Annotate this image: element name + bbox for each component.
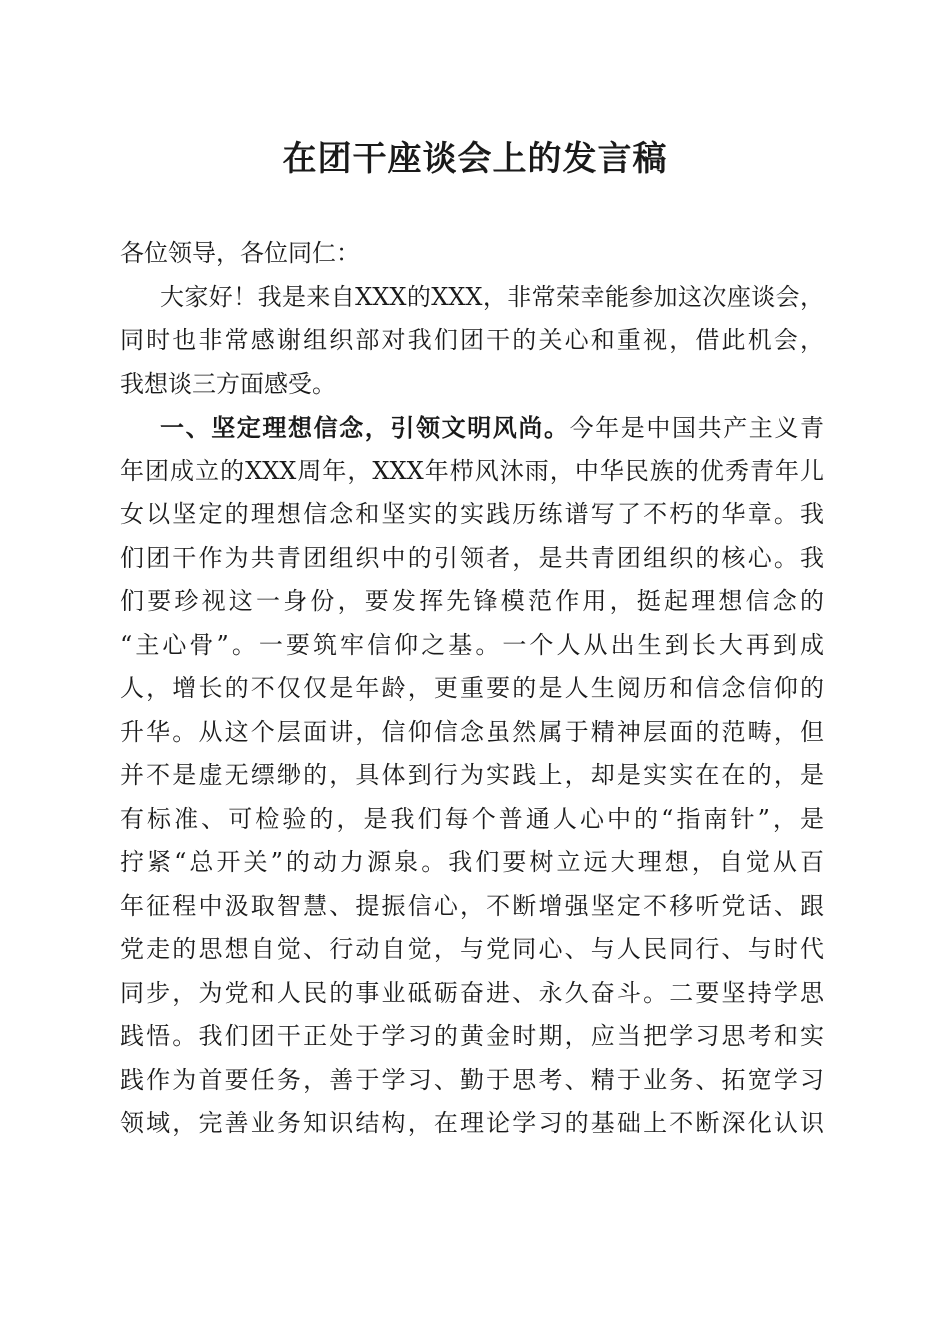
section1-line: 并不是虚无缥缈的，具体到行为实践上，却是实实在在的，是 <box>120 761 824 789</box>
salutation: 各位领导，各位同仁： <box>120 239 360 267</box>
section1-line: 升华。从这个层面讲，信仰信念虽然属于精神层面的范畴，但 <box>120 717 824 746</box>
section1-first-line <box>120 406 824 450</box>
section1-line: 们要珍视这一身份，要发挥先锋模范作用，挺起理想信念的 <box>120 587 824 615</box>
section1-line: “主心骨”。一要筑牢信仰之基。一个人从出生到长大再到成 <box>120 630 824 659</box>
section1-first-line-text: 今年是中国共产主义青 <box>569 414 824 442</box>
document-body <box>120 232 824 1146</box>
section1-line: 践作为首要任务，善于学习、勤于思考、精于业务、拓宽学习 <box>120 1065 824 1094</box>
section1-line: 践悟。我们团干正处于学习的黄金时期，应当把学习思考和实 <box>120 1022 824 1050</box>
intro-line: 大家好！我是来自XXX的XXX，非常荣幸能参加这次座谈会， <box>160 282 824 311</box>
section1-line: 有标准、可检验的，是我们每个普通人心中的“指南针”，是 <box>120 804 824 833</box>
section1-line: 女以坚定的理想信念和坚实的实践历练谱写了不朽的华章。我 <box>120 500 824 528</box>
section1-line: 拧紧“总开关”的动力源泉。我们要树立远大理想，自觉从百 <box>120 848 824 876</box>
section1-heading: 一、坚定理想信念，引领文明风尚。 <box>160 413 570 442</box>
section1-line: 党走的思想自觉、行动自觉，与党同心、与人民同行、与时代 <box>120 935 824 963</box>
intro-line: 我想谈三方面感受。 <box>120 369 336 398</box>
section1-line: 领域，完善业务知识结构，在理论学习的基础上不断深化认识 <box>120 1109 824 1137</box>
section1-line: 年团成立的XXX周年，XXX年栉风沐雨，中华民族的优秀青年儿 <box>120 456 824 485</box>
section1-line: 们团干作为共青团组织中的引领者，是共青团组织的核心。我 <box>120 543 824 572</box>
section1-line: 同步，为党和人民的事业砥砺奋进、永久奋斗。二要坚持学思 <box>120 978 824 1007</box>
intro-line: 同时也非常感谢组织部对我们团干的关心和重视，借此机会， <box>120 326 824 354</box>
section1-line: 年征程中汲取智慧、提振信心，不断增强坚定不移听党话、跟 <box>120 891 824 920</box>
document-title: 在团干座谈会上的发言稿 <box>282 139 668 179</box>
section1-line: 人，增长的不仅仅是年龄，更重要的是人生阅历和信念信仰的 <box>120 674 824 702</box>
